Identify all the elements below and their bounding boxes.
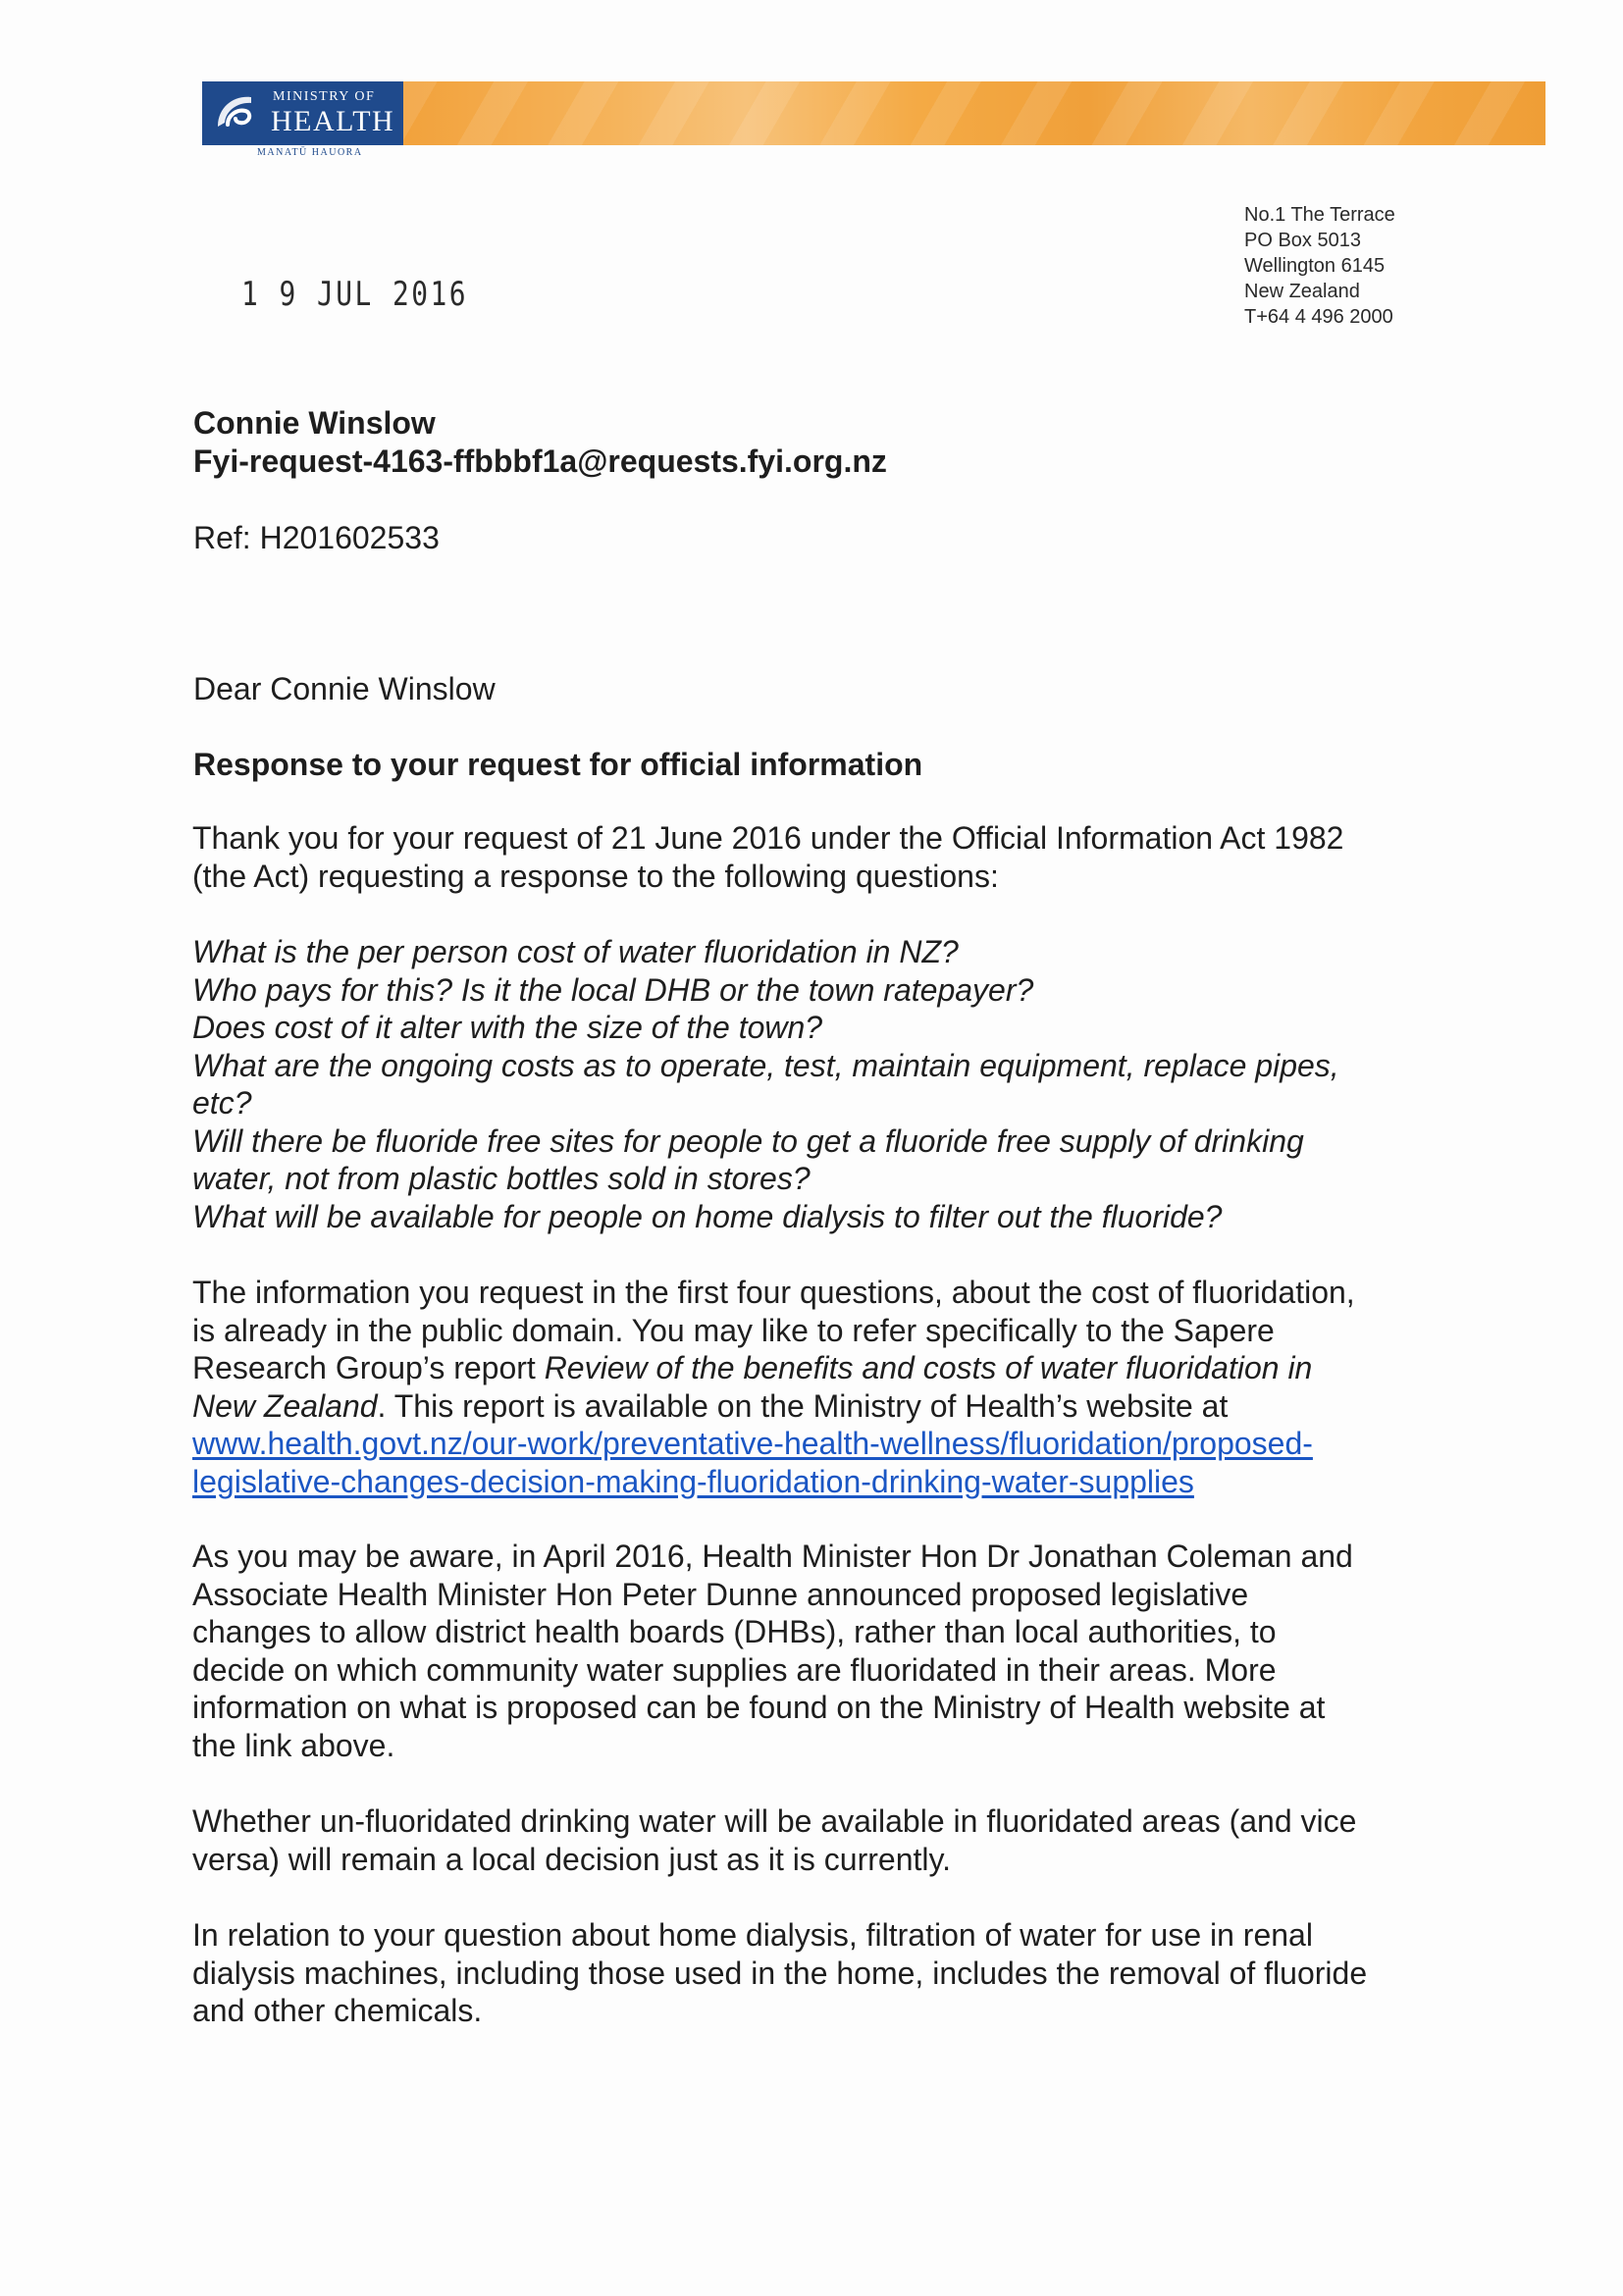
paragraph-line: and other chemicals. bbox=[192, 1993, 483, 2028]
koru-logo-icon bbox=[212, 89, 259, 136]
website-link[interactable]: legislative-changes-decision-making-fluoridation-drinking-water-supplies bbox=[192, 1463, 1194, 1499]
address-phone: T+64 4 496 2000 bbox=[1244, 306, 1393, 328]
paragraph-line: versa) will remain a local decision just as it is currently. bbox=[192, 1841, 951, 1877]
dialysis-paragraph bbox=[192, 1916, 1439, 2030]
paragraph-text: . This report is available on the Ministry of Health’s website at bbox=[377, 1387, 1229, 1424]
address-line: New Zealand bbox=[1244, 281, 1360, 302]
question-line: What will be available for people on home dialysis to filter out the fluoride? bbox=[192, 1198, 1223, 1234]
question-line: Does cost of it alter with the size of the town? bbox=[192, 1010, 823, 1045]
paragraph-text: Research Group’s report bbox=[192, 1350, 545, 1385]
question-line: Who pays for this? Is it the local DHB or the town ratepayer? bbox=[192, 971, 1034, 1008]
paragraph-line: As you may be aware, in April 2016, Health Minister Hon Dr Jonathan Coleman and bbox=[192, 1539, 1353, 1574]
paragraph-line bbox=[192, 1463, 1439, 1501]
paragraph-line bbox=[192, 1425, 1439, 1463]
question-line: water, not from plastic bottles sold in stores? bbox=[192, 1161, 811, 1196]
reference-number: Ref: H201602533 bbox=[193, 520, 440, 555]
paragraph-line: In relation to your question about home dialysis, filtration of water for use in renal bbox=[192, 1917, 1313, 1953]
unfluoridated-water-paragraph bbox=[192, 1802, 1439, 1878]
recipient-email: Fyi-request-4163-ffbbbf1a@requests.fyi.org.nz bbox=[193, 444, 887, 479]
date-stamp: 1 9 JUL 2016 bbox=[241, 275, 468, 314]
recipient-name: Connie Winslow bbox=[193, 405, 436, 441]
paragraph-line: Thank you for your request of 21 June 2016 under the Official Information Act 1982 bbox=[192, 820, 1344, 856]
paragraph-line: Whether un-fluoridated drinking water will be available in fluoridated areas (and vice bbox=[192, 1803, 1357, 1839]
logo-health-text: HEALTH bbox=[271, 105, 395, 137]
legislative-changes-paragraph bbox=[192, 1538, 1439, 1764]
ministry-address bbox=[1244, 202, 1395, 330]
cost-paragraph bbox=[192, 1274, 1439, 1500]
logo-ministry-text: MINISTRY OF bbox=[273, 89, 376, 104]
paragraph-line: Associate Health Minister Hon Peter Dunne announced proposed legislative bbox=[192, 1576, 1249, 1612]
question-line: etc? bbox=[192, 1085, 252, 1121]
report-title: Review of the benefits and costs of water fluoridation in bbox=[544, 1350, 1313, 1385]
paragraph-line: the link above. bbox=[192, 1727, 395, 1763]
paragraph-line: information on what is proposed can be found on the Ministry of Health website at bbox=[192, 1690, 1326, 1725]
salutation: Dear Connie Winslow bbox=[193, 671, 496, 706]
paragraph-line: dialysis machines, including those used in the home, includes the removal of fluoride bbox=[192, 1955, 1368, 1991]
website-link[interactable]: www.health.govt.nz/our-work/preventative-health-wellness/fluoridation/proposed- bbox=[192, 1426, 1313, 1461]
paragraph-line: The information you request in the first four questions, about the cost of fluoridation, bbox=[192, 1275, 1355, 1310]
request-questions bbox=[192, 933, 1468, 1235]
address-line: No.1 The Terrace bbox=[1244, 204, 1395, 226]
question-line: What is the per person cost of water fluoridation in NZ? bbox=[192, 934, 959, 969]
paragraph-line: is already in the public domain. You may like to refer specifically to the Sapere bbox=[192, 1312, 1275, 1348]
question-line: What are the ongoing costs as to operate, test, maintain equipment, replace pipes, bbox=[192, 1047, 1339, 1083]
letterhead-band bbox=[403, 81, 1545, 145]
paragraph-line bbox=[192, 1349, 1439, 1387]
paragraph-line: changes to allow district health boards (DHBs), rather than local authorities, to bbox=[192, 1614, 1277, 1649]
address-line: Wellington 6145 bbox=[1244, 255, 1386, 277]
address-line: PO Box 5013 bbox=[1244, 230, 1361, 251]
paragraph-line bbox=[192, 1387, 1439, 1426]
logo-subline: MANATŪ HAUORA bbox=[257, 147, 363, 158]
ministry-logo bbox=[202, 81, 403, 145]
paragraph-line: decide on which community water supplies are fluoridated in their areas. More bbox=[192, 1651, 1277, 1688]
intro-paragraph bbox=[192, 819, 1439, 895]
paragraph-line: (the Act) requesting a response to the following questions: bbox=[192, 858, 999, 894]
question-line: Will there be fluoride free sites for people to get a fluoride free supply of drinking bbox=[192, 1122, 1304, 1159]
subject-heading: Response to your request for official information bbox=[193, 747, 923, 782]
report-title: New Zealand bbox=[192, 1387, 378, 1424]
